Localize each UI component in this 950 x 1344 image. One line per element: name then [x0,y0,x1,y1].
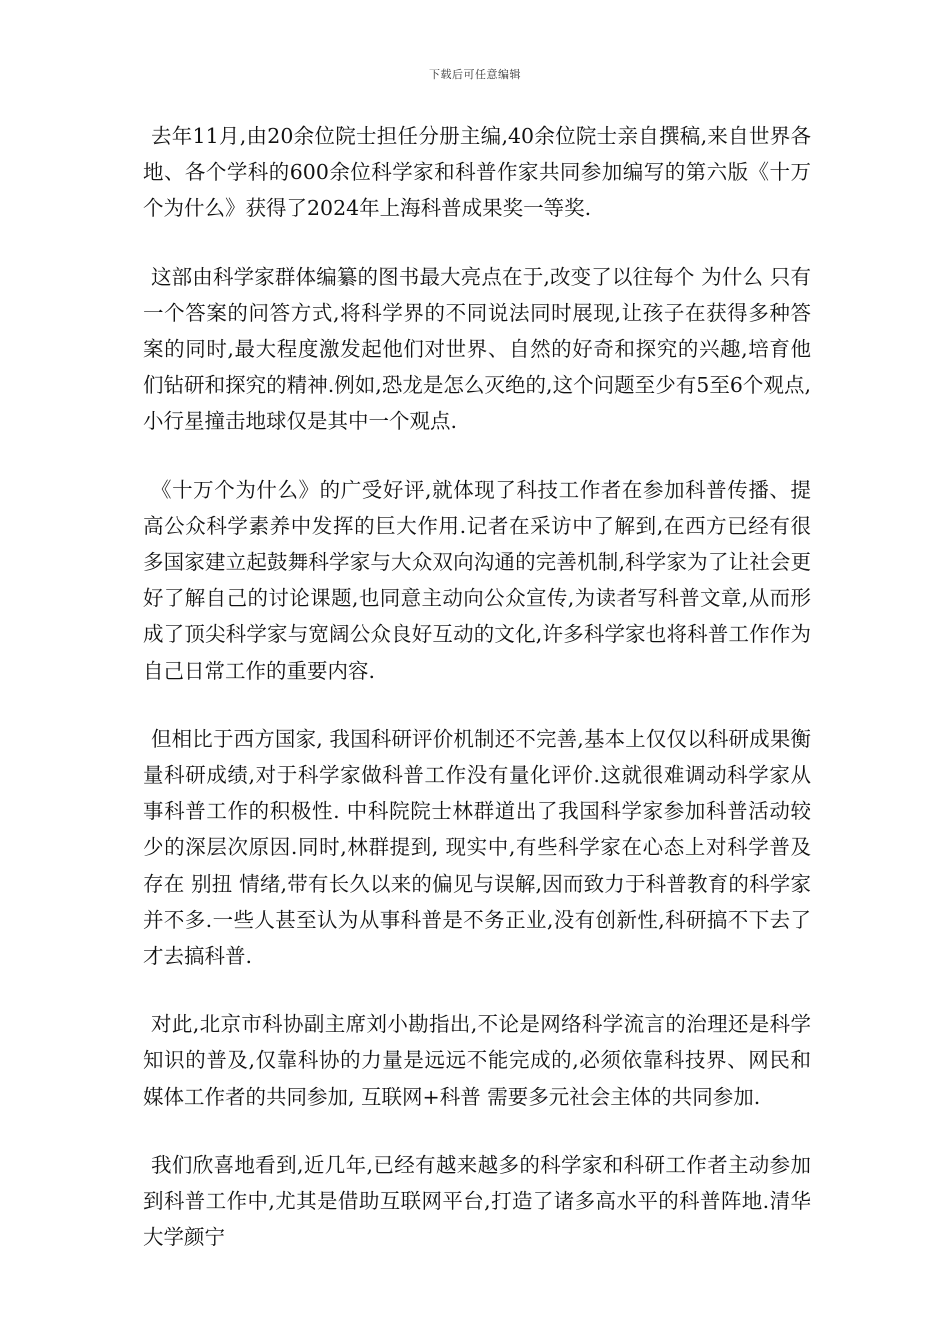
paragraph-5: 对此,北京市科协副主席刘小勘指出,不论是网络科学流言的治理还是科学知识的普及,仅靠科协的力量是远远不能完成的,必须依靠科技界、网民和媒体工作者的共同参加, 互联网+科普 需要多元社会主体的共同参加. [143,1012,811,1109]
page-header: 下载后可任意编辑 [429,68,521,81]
paragraph-6: 我们欣喜地看到,近几年,已经有越来越多的科学家和科研工作者主动参加到科普工作中,尤其是借助互联网平台,打造了诸多高水平的科普阵地.清华大学颜宁 [143,1152,811,1250]
paragraph-2: 这部由科学家群体编纂的图书最大亮点在于,改变了以往每个 为什么 只有一个答案的问答方式,将科学界的不同说法同时展现,让孩子在获得多种答案的同时,最大程度激发起他们对世界、自然的好奇和探究的兴趣,培育他们钻研和探究的精神.例如,恐龙是怎么灭绝的,这个问题至少有5至6个观点,小行星撞击地球仅是其中一个观点. [143,264,811,434]
paragraph-1: 去年11月,由20余位院士担任分册主编,40余位院士亲自撰稿,来自世界各地、各个学科的600余位科学家和科普作家共同参加编写的第六版《十万个为什么》获得了2024年上海科普成果奖一等奖. [143,124,811,221]
article-body [143,118,811,1287]
paragraph-3: 《十万个为什么》的广受好评,就体现了科技工作者在参加科普传播、提高公众科学素养中发挥的巨大作用.记者在采访中了解到,在西方已经有很多国家建立起鼓舞科学家与大众双向沟通的完善机制,科学家为了让社会更好了解自己的讨论课题,也同意主动向公众宣传,为读者写科普文章,从而形成了顶尖科学家与宽阔公众良好互动的文化,许多科学家也将科普工作作为自己日常工作的重要内容. [143,477,811,683]
paragraph-4: 但相比于西方国家, 我国科研评价机制还不完善,基本上仅仅以科研成果衡量科研成绩,对于科学家做科普工作没有量化评价.这就很难调动科学家从事科普工作的积极性. 中科院院士林群道出了我国科学家参加科普活动较少的深层次原因.同时,林群提到, 现实中,有些科学家在心态上对科学普及存在 别扭 情绪,带有长久以来的偏见与误解,因而致力于科普教育的科学家并不多.一些人甚至认为从事科普是不务正业,没有创新性,科研搞不下去了才去搞科普. [143,726,811,969]
